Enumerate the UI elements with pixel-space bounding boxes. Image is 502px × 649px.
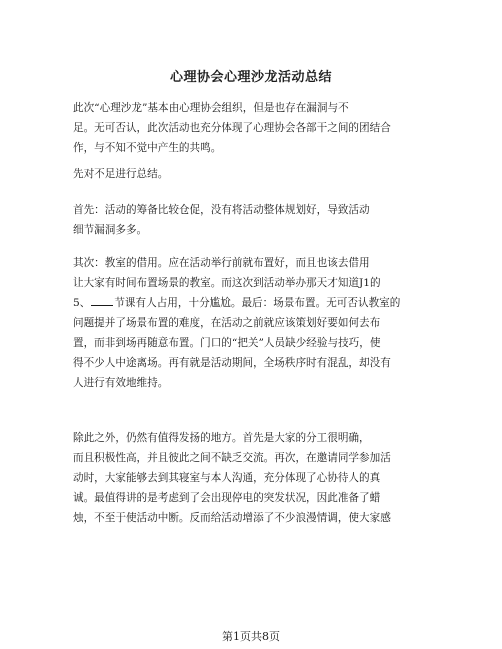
line-start: 5、 <box>73 297 91 309</box>
paragraph-line: 其次：教室的借用。应在活动举行前就布置好，而且也该去借用 <box>73 257 370 269</box>
paragraph-intro <box>73 98 438 158</box>
paragraph-line: 细节漏洞多多。 <box>73 224 148 236</box>
paragraph-line: 人进行有效地维持。 <box>73 377 169 389</box>
line-end: 节课有人占用，十分尴尬。最后：场景布置。无可否认教室的 <box>114 297 401 309</box>
paragraph-line: 烛，不至于使活动中断。反而给活动增添了不少浪漫情调，使大家感 <box>73 512 391 524</box>
paragraph-line: 足。无可否认，此次活动也充分体现了心理协会各部干之间的团结合 <box>73 122 391 134</box>
paragraph-line: 让大家有时间布置场景的教室。而这次到活动举办那天才知道J1的 <box>73 277 381 289</box>
paragraph-line: 作，与不知不觉中产生的共鸣。 <box>73 142 222 154</box>
paragraph-line: 此次“心理沙龙”基本由心理协会组织，但是也存在漏洞与不 <box>73 102 349 114</box>
paragraph-line: 诚。最值得讲的是考虑到了会出现停电的突发状况，因此准备了蜡 <box>73 492 381 504</box>
paragraph-first <box>73 200 438 240</box>
underline-blank <box>91 294 113 306</box>
paragraph-line: 动时，大家能够去到其寝室与本人沟通，充分体现了心协待人的真 <box>73 472 381 484</box>
paragraph-strengths <box>73 428 438 528</box>
page-footer: 第1页共8页 <box>222 630 280 643</box>
paragraph-shortcomings-intro <box>73 164 438 184</box>
document-title: 心理协会心理沙龙活动总结 <box>169 70 332 85</box>
paragraph-line: 除此之外，仍然有值得发扬的地方。首先是大家的分工很明确， <box>73 432 370 444</box>
paragraph-line-with-blank <box>73 293 438 313</box>
paragraph-line: 置，而非到场再随意布置。门口的“把关”人员缺少经验与技巧，使 <box>73 337 381 349</box>
paragraph-line: 而且积极性高，并且彼此之间不缺乏交流。再次，在邀请同学参加活 <box>73 452 391 464</box>
paragraph-line: 首先：活动的筹备比较仓促，没有将活动整体规划好，导致活动 <box>73 204 370 216</box>
paragraph-line: 得不少人中途离场。再有就是活动期间，全场秩序时有混乱，却没有 <box>73 357 391 369</box>
paragraph-second <box>73 253 438 393</box>
paragraph-line: 问题提并了场景布置的难度，在活动之前就应该策划好要如何去布 <box>73 317 381 329</box>
paragraph-line: 先对不足进行总结。 <box>73 168 169 180</box>
